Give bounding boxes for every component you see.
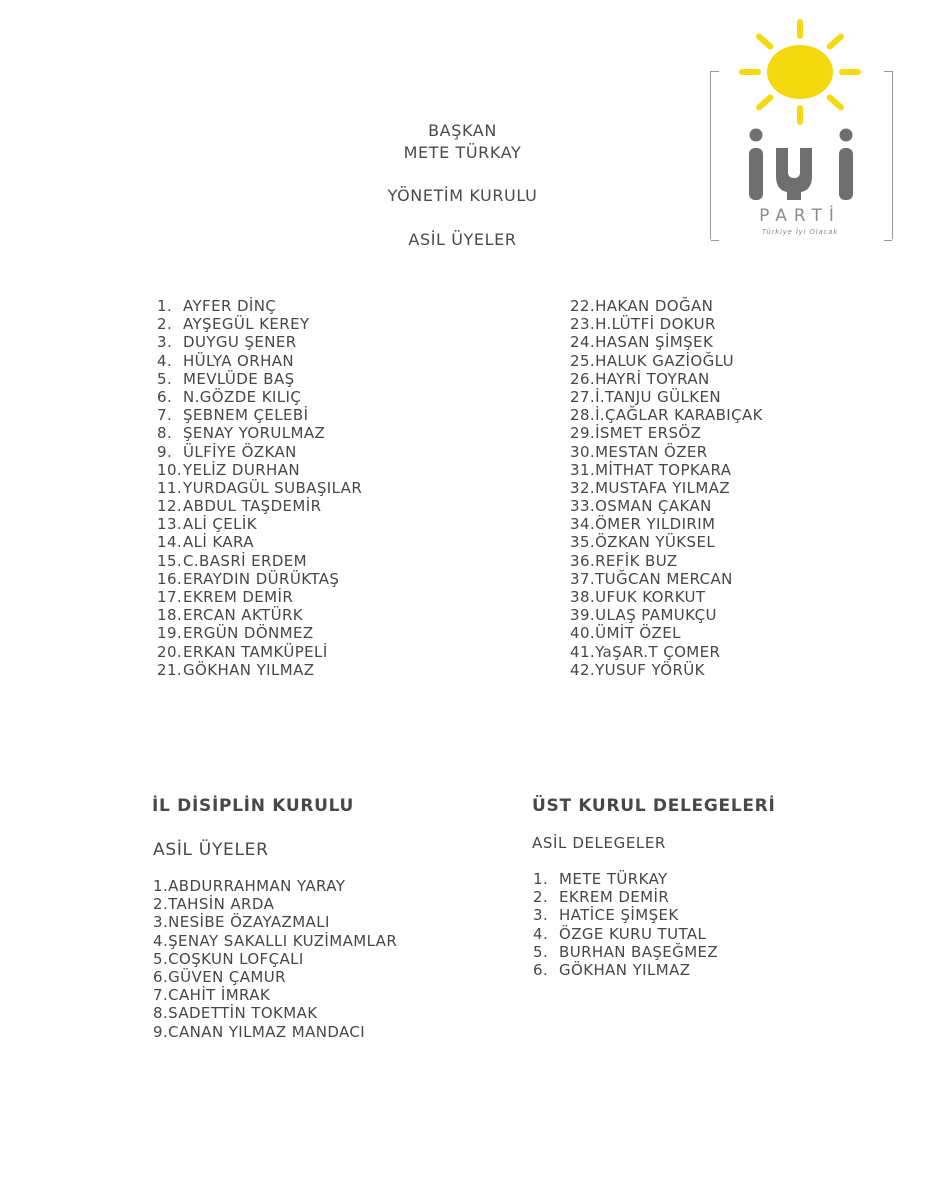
member-name: HÜLYA ORHAN — [183, 351, 295, 370]
member-name: MEVLÜDE BAŞ — [183, 369, 295, 388]
member-name: HAKAN DOĞAN — [595, 297, 714, 315]
list-item — [570, 533, 763, 551]
list-item — [533, 888, 718, 906]
list-item — [570, 370, 763, 388]
item-number: 29. — [570, 424, 596, 443]
list-item — [570, 515, 763, 533]
item-number: 6. — [153, 967, 169, 986]
item-number: 16. — [157, 569, 183, 588]
list-item — [157, 570, 362, 588]
member-name: İ.ÇAĞLAR KARABIÇAK — [595, 406, 763, 425]
list-item — [570, 461, 763, 479]
item-number: 3. — [533, 906, 549, 925]
member-name: CANAN YILMAZ MANDACI — [168, 1022, 366, 1041]
list-item — [157, 588, 362, 606]
item-number: 31. — [570, 460, 596, 479]
i-stem — [839, 148, 853, 200]
item-number: 38. — [570, 588, 596, 606]
member-name: GÜVEN ÇAMUR — [168, 967, 286, 986]
item-number: 12. — [157, 497, 183, 516]
list-item — [153, 877, 397, 895]
list-item — [570, 661, 763, 679]
list-item — [153, 950, 397, 968]
item-number: 1. — [157, 297, 173, 315]
item-number: 37. — [570, 569, 596, 588]
member-name: ÖZGE KURU TUTAL — [559, 924, 707, 943]
ust-kurul-member-list — [533, 870, 718, 979]
item-number: 1. — [153, 877, 169, 895]
member-name: HATİCE ŞİMŞEK — [559, 906, 679, 925]
member-name: İSMET ERSÖZ — [595, 424, 702, 443]
list-item — [570, 352, 763, 370]
list-item — [570, 570, 763, 588]
item-number: 35. — [570, 533, 596, 552]
member-name: METE TÜRKAY — [559, 870, 668, 888]
ust-kurul-subtitle: ASİL DELEGELER — [532, 834, 666, 852]
member-name: ALİ ÇELİK — [183, 515, 257, 534]
item-number: 9. — [157, 442, 173, 461]
list-item — [570, 297, 763, 315]
list-item — [157, 479, 362, 497]
member-name: N.GÖZDE KILIÇ — [183, 387, 302, 406]
item-number: 6. — [533, 960, 549, 979]
item-number: 24. — [570, 333, 596, 352]
item-number: 25. — [570, 351, 596, 370]
item-number: 39. — [570, 606, 596, 625]
item-number: 7. — [157, 406, 173, 425]
member-name: ERGÜN DÖNMEZ — [183, 624, 314, 643]
item-number: 8. — [157, 424, 173, 443]
list-item — [153, 932, 397, 950]
asil-uyeler-title: ASİL ÜYELER — [408, 230, 517, 249]
logo-slogan: Türkiye İyi Olacak — [761, 228, 839, 236]
yonetim-kurulu-title: YÖNETİM KURULU — [387, 186, 538, 205]
member-name: YaŞAR.T ÇOMER — [595, 642, 721, 661]
item-number: 6. — [157, 387, 173, 406]
member-name: MUSTAFA YILMAZ — [595, 478, 731, 497]
item-number: 42. — [570, 660, 596, 679]
item-number: 20. — [157, 642, 183, 661]
member-name: H.LÜTFİ DOKUR — [595, 315, 716, 334]
ust-kurul-title: ÜST KURUL DELEGELERİ — [532, 796, 776, 816]
member-name: TUĞCAN MERCAN — [595, 569, 733, 588]
member-name: EKREM DEMİR — [559, 888, 670, 907]
list-item — [157, 606, 362, 624]
list-item — [570, 497, 763, 515]
item-number: 33. — [570, 497, 596, 516]
member-name: ABDUL TAŞDEMİR — [183, 497, 322, 516]
list-item — [153, 968, 397, 986]
item-number: 1. — [533, 870, 549, 888]
y-letter — [776, 148, 812, 200]
list-item — [570, 624, 763, 642]
item-number: 9. — [153, 1022, 169, 1041]
member-name: ŞENAY SAKALLI KUZİMAMLAR — [168, 931, 398, 950]
item-number: 8. — [153, 1004, 169, 1023]
member-name: SADETTİN TOKMAK — [168, 1004, 318, 1023]
item-number: 15. — [157, 551, 183, 570]
list-item — [157, 443, 362, 461]
member-name: YUSUF YÖRÜK — [595, 660, 705, 679]
item-number: 3. — [153, 913, 169, 932]
list-item — [533, 925, 718, 943]
member-name: ABDURRAHMAN YARAY — [168, 877, 346, 895]
member-name: AYŞEGÜL KEREY — [183, 315, 310, 334]
list-item — [570, 333, 763, 351]
member-name: YURDAGÜL SUBAŞILAR — [183, 478, 363, 497]
list-item — [157, 406, 362, 424]
disiplin-title: İL DİSİPLİN KURULU — [152, 796, 355, 816]
list-item — [157, 297, 362, 315]
disiplin-member-list — [153, 877, 397, 1041]
item-number: 22. — [570, 297, 596, 315]
item-number: 2. — [533, 888, 549, 907]
yonetim-list-column-1 — [157, 297, 362, 679]
item-number: 5. — [153, 949, 169, 968]
list-item — [157, 388, 362, 406]
member-name: UFUK KORKUT — [595, 588, 706, 606]
member-name: ÖMER YILDIRIM — [595, 515, 716, 534]
item-number: 32. — [570, 478, 596, 497]
i-stem — [749, 148, 763, 200]
member-name: GÖKHAN YILMAZ — [183, 660, 315, 679]
item-number: 4. — [533, 924, 549, 943]
baskan-name: METE TÜRKAY — [403, 143, 522, 162]
list-item — [570, 315, 763, 333]
list-item — [570, 588, 763, 606]
list-item — [533, 906, 718, 924]
list-item — [157, 515, 362, 533]
member-name: TAHSİN ARDA — [168, 895, 275, 914]
list-item — [157, 497, 362, 515]
item-number: 23. — [570, 315, 596, 334]
member-name: ÜLFİYE ÖZKAN — [183, 442, 297, 461]
member-name: DUYGU ŞENER — [183, 333, 297, 352]
list-item — [153, 913, 397, 931]
member-name: İ.TANJU GÜLKEN — [595, 387, 721, 406]
list-item — [157, 461, 362, 479]
item-number: 2. — [153, 895, 169, 914]
item-number: 18. — [157, 606, 183, 625]
item-number: 30. — [570, 442, 596, 461]
member-name: ULAŞ PAMUKÇU — [595, 606, 717, 625]
list-item — [157, 624, 362, 642]
list-item — [570, 406, 763, 424]
item-number: 36. — [570, 551, 596, 570]
item-number: 5. — [533, 942, 549, 961]
item-number: 10. — [157, 460, 183, 479]
list-item — [570, 479, 763, 497]
member-name: OSMAN ÇAKAN — [595, 497, 712, 516]
member-name: ERKAN TAMKÜPELİ — [183, 642, 328, 661]
list-item — [153, 986, 397, 1004]
member-name: ERCAN AKTÜRK — [183, 606, 304, 625]
list-item — [157, 333, 362, 351]
item-number: 34. — [570, 515, 596, 534]
list-item — [570, 388, 763, 406]
item-number: 27. — [570, 387, 596, 406]
list-item — [157, 370, 362, 388]
i-dot — [840, 129, 853, 142]
member-name: HALUK GAZİOĞLU — [595, 351, 734, 370]
list-item — [533, 870, 718, 888]
list-item — [570, 606, 763, 624]
i-dot — [750, 129, 763, 142]
list-item — [157, 424, 362, 442]
item-number: 5. — [157, 369, 173, 388]
baskan-label: BAŞKAN — [428, 121, 497, 140]
member-name: HASAN ŞİMŞEK — [595, 333, 714, 352]
list-item — [157, 533, 362, 551]
item-number: 13. — [157, 515, 183, 534]
list-item — [157, 552, 362, 570]
item-number: 3. — [157, 333, 173, 352]
member-name: YELİZ DURHAN — [183, 460, 300, 479]
member-name: NESİBE ÖZAYAZMALI — [168, 913, 330, 932]
item-number: 17. — [157, 588, 183, 606]
item-number: 2. — [157, 315, 173, 334]
member-name: COŞKUN LOFÇALI — [168, 949, 304, 968]
item-number: 4. — [153, 931, 169, 950]
member-name: ŞEBNEM ÇELEBİ — [183, 406, 309, 425]
item-number: 28. — [570, 406, 596, 425]
sun-ray — [759, 37, 770, 47]
list-item — [157, 643, 362, 661]
list-item — [570, 552, 763, 570]
member-name: REFİK BUZ — [595, 551, 678, 570]
member-name: MESTAN ÖZER — [595, 442, 708, 461]
list-item — [153, 895, 397, 913]
list-item — [157, 661, 362, 679]
list-item — [157, 352, 362, 370]
item-number: 11. — [157, 478, 183, 497]
member-name: CAHİT İMRAK — [168, 986, 271, 1005]
member-name: MİTHAT TOPKARA — [595, 460, 732, 479]
list-item — [570, 443, 763, 461]
member-name: EKREM DEMİR — [183, 588, 294, 606]
item-number: 40. — [570, 624, 596, 643]
list-item — [153, 1023, 397, 1041]
member-name: BURHAN BAŞEĞMEZ — [559, 942, 719, 961]
member-name: ÖZKAN YÜKSEL — [595, 533, 716, 552]
list-item — [533, 961, 718, 979]
list-item — [153, 1004, 397, 1022]
list-item — [157, 315, 362, 333]
item-number: 4. — [157, 351, 173, 370]
item-number: 21. — [157, 660, 183, 679]
disiplin-subtitle: ASİL ÜYELER — [153, 840, 269, 860]
member-name: C.BASRİ ERDEM — [183, 551, 307, 570]
item-number: 14. — [157, 533, 183, 552]
member-name: ALİ KARA — [183, 533, 254, 552]
item-number: 19. — [157, 624, 183, 643]
sun-ray — [830, 37, 841, 47]
logo-iyi-mark — [748, 128, 854, 204]
list-item — [570, 643, 763, 661]
member-name: GÖKHAN YILMAZ — [559, 960, 691, 979]
member-name: ÜMİT ÖZEL — [595, 624, 681, 643]
item-number: 26. — [570, 369, 596, 388]
list-item — [533, 943, 718, 961]
item-number: 41. — [570, 642, 596, 661]
member-name: HAYRİ TOYRAN — [595, 369, 710, 388]
yonetim-list-column-2 — [570, 297, 763, 679]
member-name: ERAYDIN DÜRÜKTAŞ — [183, 569, 340, 588]
member-name: ŞENAY YORULMAZ — [183, 424, 326, 443]
member-name: AYFER DİNÇ — [183, 297, 277, 315]
list-item — [570, 424, 763, 442]
logo-parti-text: PARTİ — [759, 206, 841, 226]
item-number: 7. — [153, 986, 169, 1005]
